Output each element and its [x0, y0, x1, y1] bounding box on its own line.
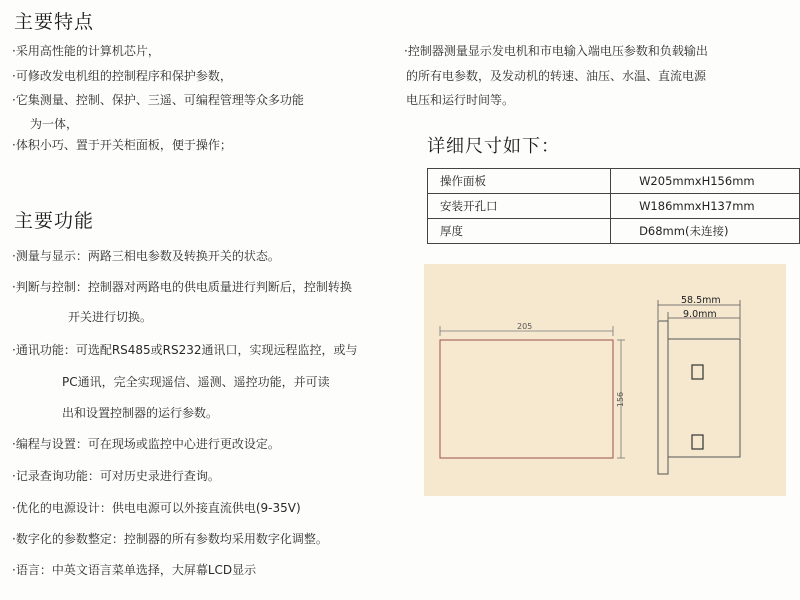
dimensions-table	[427, 168, 800, 244]
dimension-label: 厚度	[428, 219, 611, 244]
feature-item-4: ·体积小巧、置于开关柜面板，便于操作；	[12, 138, 232, 152]
function-item-comm-cont1: PC通讯，完全实现遥信、遥测、遥控功能，并可读	[62, 375, 330, 389]
dimension-label: 操作面板	[428, 169, 611, 194]
feature-item-2: ·可修改发电机组的控制程序和保护参数，	[12, 69, 232, 83]
function-item-comm: ·通讯功能：可选配RS485或RS232通讯口，实现远程监控，或与	[12, 343, 358, 357]
function-item-power: ·优化的电源设计：供电电源可以外接直流供电(9-35V)	[12, 501, 301, 515]
function-item-comm-cont2: 出和设置控制器的运行参数。	[62, 406, 219, 420]
feature-right-item-1: ·控制器测量显示发电机和市电输入端电压参数和负载输出	[404, 44, 708, 58]
dimension-value: W186mmxH137mm	[611, 194, 800, 219]
depth-label: 58.5mm	[681, 295, 721, 306]
dimension-drawing	[424, 264, 786, 496]
function-item-record: ·记录查询功能：可对历史录进行查询。	[12, 469, 220, 483]
flange-label: 9.0mm	[683, 309, 717, 320]
function-item-digital: ·数字化的参数整定：控制器的所有参数均采用数字化调整。	[12, 532, 328, 546]
height-label: 156	[616, 391, 626, 408]
function-item-control: ·判断与控制：控制器对两路电的供电质量进行判断后，控制转换	[12, 280, 352, 294]
function-item-program: ·编程与设置：可在现场或监控中心进行更改设定。	[12, 437, 280, 451]
dimension-label: 安装开孔口	[428, 194, 611, 219]
table-row	[428, 169, 800, 194]
function-item-measure: ·测量与显示：两路三相电参数及转换开关的状态。	[12, 249, 280, 263]
table-row	[428, 219, 800, 244]
dimensions-title: 详细尺寸如下：	[427, 136, 560, 157]
feature-right-item-1-cont2: 电压和运行时间等。	[406, 93, 515, 107]
feature-item-1: ·采用高性能的计算机芯片，	[12, 44, 160, 58]
features-title: 主要特点	[14, 11, 95, 33]
functions-title: 主要功能	[14, 210, 95, 232]
dimension-value: W205mmxH156mm	[611, 169, 800, 194]
feature-item-3: ·它集测量、控制、保护、三遥、可编程管理等众多功能	[12, 93, 304, 107]
function-item-control-cont: 开关进行切换。	[68, 310, 153, 324]
table-row	[428, 194, 800, 219]
feature-right-item-1-cont: 的所有电参数，及发动机的转速、油压、水温、直流电源	[406, 69, 707, 83]
function-item-language: ·语言：中英文语言菜单选择，大屏幕LCD显示	[12, 563, 257, 577]
feature-item-3-cont: 为一体，	[30, 117, 79, 131]
width-label: 205	[517, 322, 533, 331]
dimension-value: D68mm(未连接)	[611, 219, 800, 244]
